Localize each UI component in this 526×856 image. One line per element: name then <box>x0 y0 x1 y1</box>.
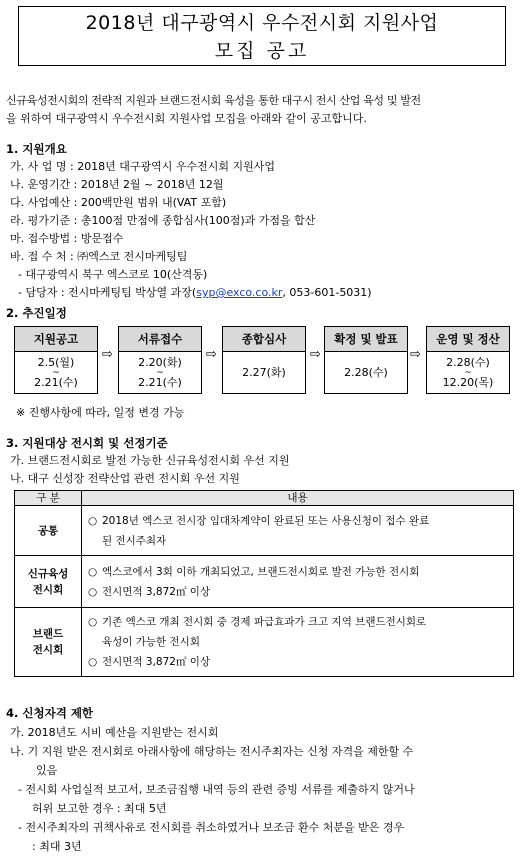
section-eligibility <box>6 434 518 488</box>
contact-line <box>6 284 518 302</box>
eligibility-item: 나. 대구 신성장 전략산업 관련 전시회 우선 지원 <box>10 472 240 485</box>
section-heading: 4. 신청자격 제한 <box>6 706 94 720</box>
step-title: 운영 및 정산 <box>426 326 510 352</box>
overview-item: 라. 평가기준 : 총100점 만점에 종합심사(100점)과 가점을 합산 <box>10 214 316 227</box>
schedule-step <box>222 326 306 394</box>
table-header-row <box>15 491 514 506</box>
step-date-from: 2.28(수) <box>446 355 490 369</box>
column-header: 구 분 <box>15 491 82 506</box>
criteria-text: 엑스코에서 3회 이하 개최되었고, 브랜드전시회로 발전 가능한 전시회 <box>102 565 420 578</box>
criteria-text: 2018년 엑스코 전시장 임대차계약이 완료된 또는 사용신청이 접수 완료 <box>102 514 430 527</box>
section-heading: 3. 지원대상 전시회 및 선정기준 <box>6 436 168 450</box>
category-label: 신규육성 <box>27 567 69 580</box>
arrow-right-icon: ⇨ <box>206 347 217 362</box>
criteria-line <box>88 511 507 531</box>
arrow-right-icon: ⇨ <box>410 347 421 362</box>
table-row <box>15 556 514 608</box>
row-category <box>15 608 82 677</box>
table-row <box>15 506 514 556</box>
table-row <box>15 608 514 677</box>
criteria-line <box>88 612 507 632</box>
restriction-sub-cont: 허위 보고한 경우 : 최대 5년 <box>32 802 167 815</box>
address-line: - 대구광역시 북구 엑스코로 10(산격동) <box>18 268 208 281</box>
restriction-sub-cont: : 최대 3년 <box>32 840 82 853</box>
circle-bullet-icon: ○ <box>88 585 98 598</box>
row-content <box>82 608 514 677</box>
step-date-to: 2.21(수) <box>34 375 78 389</box>
step-date-tilde: ~ <box>52 367 60 378</box>
step-title: 종합심사 <box>222 326 306 352</box>
overview-item: 마. 접수방법 : 방문접수 <box>10 232 124 245</box>
page-subtitle: 모집 공고 <box>214 40 310 62</box>
contact-suffix: , 053-601-5031) <box>282 286 372 299</box>
step-date-from: 2.5(월) <box>37 355 75 369</box>
intro-paragraph <box>6 92 518 128</box>
restriction-item-cont: 있음 <box>36 764 58 777</box>
step-date-from: 2.28(수) <box>344 365 388 379</box>
step-title: 지원공고 <box>14 326 98 352</box>
step-date-to: 2.21(수) <box>138 375 182 389</box>
criteria-line <box>88 652 507 672</box>
schedule-step <box>14 326 98 394</box>
schedule-step <box>324 326 408 394</box>
step-dates <box>426 352 510 394</box>
column-header: 내용 <box>82 491 514 506</box>
step-date-to: 12.20(목) <box>442 375 494 389</box>
restriction-sub: - 전시회 사업실적 보고서, 보조금집행 내역 등의 관련 증빙 서류를 제출하지 않거나 <box>18 783 415 796</box>
circle-bullet-icon: ○ <box>88 616 98 628</box>
intro-line: 신규육성전시회의 전략적 지원과 브랜드전시회 육성을 통한 대구시 전시 산업 육성 및 발전 <box>6 94 421 107</box>
schedule-flow <box>14 326 514 396</box>
arrow-right-icon: ⇨ <box>310 347 321 362</box>
category-label: 전시회 <box>32 583 64 596</box>
criteria-text: 전시면적 3,872㎡ 이상 <box>102 656 211 668</box>
criteria-line: 육성이 가능한 전시회 <box>102 636 200 648</box>
row-content <box>82 556 514 608</box>
schedule-note: ※ 진행사항에 따라, 일정 변경 가능 <box>16 406 185 419</box>
step-date-tilde: ~ <box>464 367 472 378</box>
step-dates <box>14 352 98 394</box>
criteria-text: 전시면적 3,872㎡ 이상 <box>102 585 211 598</box>
criteria-line <box>88 582 507 602</box>
criteria-line <box>88 562 507 582</box>
title-box <box>18 6 506 66</box>
circle-bullet-icon: ○ <box>88 565 98 578</box>
step-dates <box>118 352 202 394</box>
row-category <box>15 506 82 556</box>
restriction-item: 나. 기 지원 받은 전시회로 아래사항에 해당하는 전시주최자는 신청 자격을 제한할 수 <box>10 745 414 758</box>
arrow-right-icon: ⇨ <box>102 347 113 362</box>
overview-item: 나. 운영기간 : 2018년 2월 ~ 2018년 12월 <box>10 178 224 191</box>
criteria-line: 된 전시주최자 <box>102 534 167 547</box>
overview-item: 가. 사 업 명 : 2018년 대구광역시 우수전시회 지원사업 <box>10 160 276 173</box>
category-label: 브랜드 <box>32 628 64 640</box>
eligibility-item: 가. 브랜드전시회로 발전 가능한 신규육성전시회 우선 지원 <box>10 454 290 467</box>
step-dates <box>324 352 408 394</box>
circle-bullet-icon: ○ <box>88 656 98 668</box>
circle-bullet-icon: ○ <box>88 514 98 527</box>
step-date-from: 2.27(화) <box>242 365 286 379</box>
overview-item: 바. 접 수 처 : ㈜엑스코 전시마케팅팀 <box>10 250 188 263</box>
contact-prefix: - 담당자 : 전시마케팅팀 박상열 과장( <box>18 286 197 299</box>
step-date-tilde: ~ <box>156 367 164 378</box>
contact-email-link[interactable]: syp@exco.co.kr <box>196 286 283 299</box>
category-label: 전시회 <box>32 644 64 656</box>
criteria-text: 기존 엑스코 개최 전시회 중 경제 파급효과가 크고 지역 브랜드전시회로 <box>102 616 427 628</box>
section-restrictions <box>6 704 518 856</box>
overview-item: 다. 사업예산 : 200백만원 범위 내(VAT 포함) <box>10 196 227 209</box>
section-heading: 2. 추진일정 <box>6 306 67 320</box>
step-dates <box>222 352 306 394</box>
restriction-item: 가. 2018년도 시비 예산을 지원받는 전시회 <box>10 726 219 739</box>
step-date-from: 2.20(화) <box>138 355 182 369</box>
step-title: 확정 및 발표 <box>324 326 408 352</box>
section-overview <box>6 140 518 302</box>
step-title: 서류접수 <box>118 326 202 352</box>
schedule-step <box>118 326 202 394</box>
intro-line: 을 위하여 대구광역시 우수전시회 지원사업 모집을 아래와 같이 공고합니다. <box>6 112 367 125</box>
row-category <box>15 556 82 608</box>
page-title: 2018년 대구광역시 우수전시회 지원사업 <box>85 12 439 34</box>
section-heading: 1. 지원개요 <box>6 142 67 156</box>
category-label: 공통 <box>37 524 59 537</box>
schedule-step <box>426 326 510 394</box>
restriction-sub: - 전시주최자의 귀책사유로 전시회를 취소하였거나 보조금 환수 처분을 받은 경우 <box>18 821 405 834</box>
row-content <box>82 506 514 556</box>
section-schedule-heading <box>6 304 518 322</box>
criteria-table <box>14 490 514 677</box>
